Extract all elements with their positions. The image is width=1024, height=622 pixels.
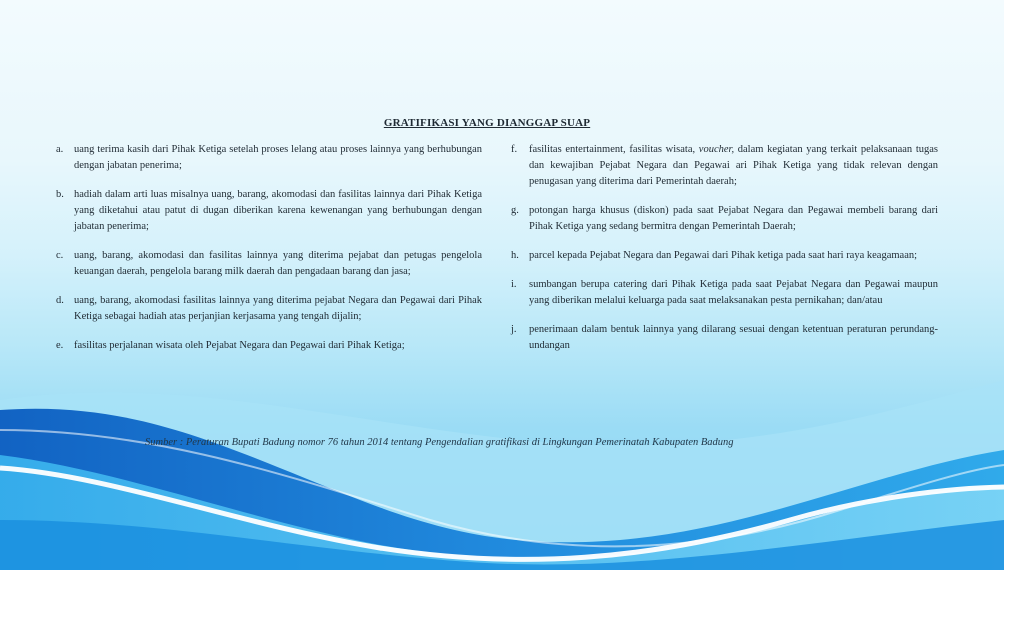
item-text: fasilitas perjalanan wisata oleh Pejabat Negara dan Pegawai dari Pihak Ketiga; [74, 340, 405, 351]
right-list [511, 142, 938, 367]
list-item [56, 248, 482, 280]
list-item [56, 142, 482, 174]
item-text: uang, barang, akomodasi dan fasilitas lainnya yang diterima pejabat dan petugas pengelola keuangan daerah, pengelola barang milk daerah dan pengadaan barang dan jasa; [74, 250, 482, 277]
list-item [511, 203, 938, 235]
item-letter: d. [56, 295, 64, 306]
item-letter: f. [511, 144, 518, 155]
source-citation: Sumber : Peraturan Bupati Badung nomor 76 tahun 2014 tentang Pengendalian gratifikasi di Lingkungan Pemerinatah Kabupaten Badung [145, 437, 734, 448]
item-text: sumbangan berupa catering dari Pihak Ketiga pada saat Pejabat Negara dan Pegawai maupun yang diberikan melalui keluarga pada saat melaksanakan pesta pernikahan; dan/atau [529, 279, 938, 306]
item-text: dalam kegiatan yang terkait pelaksanaan tugas dan kewajiban Pejabat Negara dan Pegawai ari Pihak Ketiga yang tidak relevan dengan penugasan yang diterima dari Pemerintah daerah; [529, 144, 939, 187]
list-item [56, 293, 482, 325]
item-letter: b. [56, 189, 64, 200]
item-letter: a. [56, 144, 64, 155]
item-letter: j. [511, 324, 517, 335]
list-item [56, 338, 482, 354]
list-item [511, 322, 938, 354]
item-text: hadiah dalam arti luas misalnya uang, barang, akomodasi dan fasilitas lainnya dari Pihak Ketiga yang diketahui atau patut di dugan diberikan karena kewenangan yang berhubungan dengan jabatan penerima; [74, 189, 482, 232]
list-item [56, 187, 482, 235]
item-text: potongan harga khusus (diskon) pada saat Pejabat Negara dan Pegawai membeli barang dari Pihak Ketiga yang sedang bermitra dengan Pemerintah Daerah; [529, 205, 938, 232]
item-text-italic: voucher, [698, 144, 735, 155]
list-item [511, 142, 938, 190]
item-letter: e. [56, 340, 64, 351]
page-title: GRATIFIKASI YANG DIANGGAP SUAP [383, 117, 591, 129]
item-text: parcel kepada Pejabat Negara dan Pegawai dari Pihak ketiga pada saat hari raya keagamaan; [529, 250, 918, 261]
item-text: uang terima kasih dari Pihak Ketiga setelah proses lelang atau proses lainnya yang berhubungan dengan jabatan penerima; [74, 144, 482, 171]
item-text: fasilitas entertainment, fasilitas wisata, [529, 144, 699, 155]
item-letter: c. [56, 250, 64, 261]
list-item [511, 248, 938, 264]
item-letter: g. [511, 205, 519, 216]
item-text: penerimaan dalam bentuk lainnya yang dilarang sesuai dengan ketentuan peraturan perundang-undangan [529, 324, 938, 351]
list-item [511, 277, 938, 309]
left-list [56, 142, 482, 367]
item-letter: h. [511, 250, 519, 261]
item-text: uang, barang, akomodasi fasilitas lainnya yang diterima pejabat Negara dan Pegawai dari Pihak Ketiga sebagai hadiah atas perjanjian kerjasama yang tengah dijalin; [74, 295, 482, 322]
item-letter: i. [511, 279, 517, 290]
